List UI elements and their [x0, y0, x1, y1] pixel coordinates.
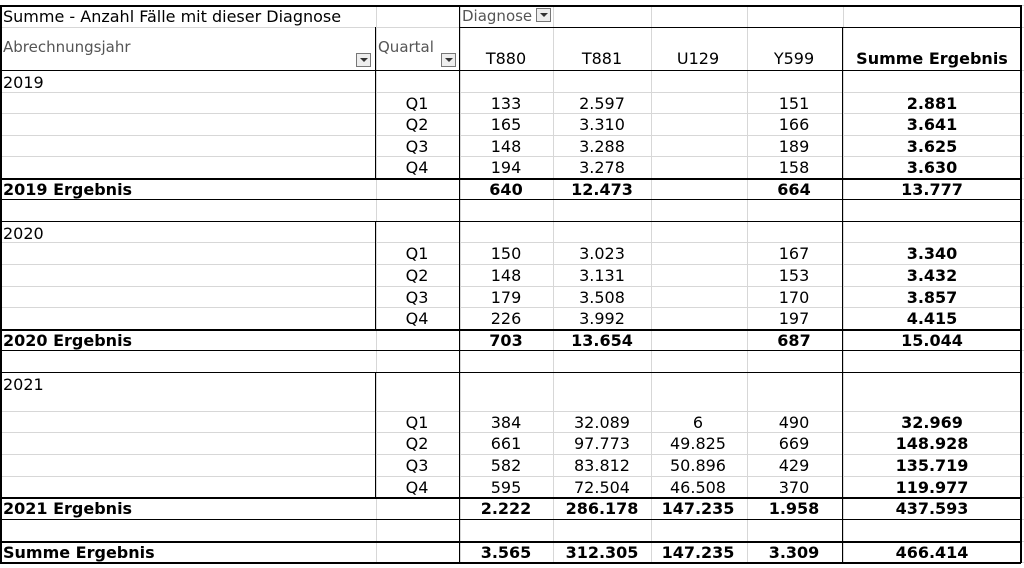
subtotal-label[interactable]: 2019 Ergebnis: [3, 180, 133, 199]
table-border: [0, 350, 1021, 351]
table-cell[interactable]: 3.288: [579, 137, 625, 156]
table-cell[interactable]: 2.597: [579, 94, 625, 113]
table-cell[interactable]: 226: [490, 309, 522, 328]
row-field-quartal[interactable]: Quartal: [378, 38, 434, 56]
quarter-label[interactable]: Q3: [405, 456, 429, 475]
table-cell[interactable]: 150: [490, 244, 522, 263]
quarter-label[interactable]: Q4: [405, 158, 429, 177]
subtotal-cell[interactable]: 687: [777, 331, 811, 350]
table-cell[interactable]: 153: [778, 266, 810, 285]
table-cell[interactable]: 3.278: [579, 158, 625, 177]
table-border: [0, 5, 1021, 7]
table-border: [375, 70, 376, 178]
table-cell[interactable]: 50.896: [670, 456, 726, 475]
table-border: [375, 27, 376, 70]
quarter-label[interactable]: Q1: [405, 94, 429, 113]
table-cell[interactable]: 384: [490, 413, 522, 432]
grid-line: [0, 286, 1024, 287]
table-border: [0, 70, 1021, 71]
table-cell[interactable]: 148: [490, 266, 522, 285]
table-border: [0, 541, 1021, 543]
subtotal-cell[interactable]: 286.178: [565, 499, 639, 518]
table-cell[interactable]: 595: [490, 478, 522, 497]
table-border: [0, 519, 1021, 520]
subtotal-label[interactable]: 2021 Ergebnis: [3, 499, 133, 518]
table-cell[interactable]: 370: [778, 478, 810, 497]
table-cell[interactable]: 3.508: [579, 288, 625, 307]
subtotal-cell[interactable]: 13.777: [901, 180, 963, 199]
subtotal-cell[interactable]: 12.473: [571, 180, 633, 199]
table-border: [0, 497, 1021, 499]
table-cell[interactable]: 2.881: [906, 94, 958, 113]
table-cell[interactable]: 148: [490, 137, 522, 156]
table-border: [375, 372, 376, 497]
table-cell[interactable]: 197: [778, 309, 810, 328]
table-cell[interactable]: 6: [692, 413, 704, 432]
subtotal-cell[interactable]: 703: [489, 331, 523, 350]
table-cell[interactable]: 46.508: [670, 478, 726, 497]
year-label[interactable]: 2021: [3, 375, 44, 394]
quarter-label[interactable]: Q3: [405, 288, 429, 307]
table-cell[interactable]: 72.504: [574, 478, 630, 497]
table-cell[interactable]: 189: [778, 137, 810, 156]
table-cell[interactable]: 83.812: [574, 456, 630, 475]
quarter-label[interactable]: Q1: [405, 244, 429, 263]
grid-line: [0, 454, 1024, 455]
table-cell[interactable]: 165: [490, 115, 522, 134]
column-header[interactable]: Y599: [773, 49, 815, 68]
grid-line: [0, 411, 1024, 412]
table-border: [0, 562, 1021, 564]
row-field-abrechnungsjahr[interactable]: Abrechnungsjahr: [3, 38, 131, 56]
table-cell[interactable]: 158: [778, 158, 810, 177]
table-cell[interactable]: 32.089: [574, 413, 630, 432]
table-cell[interactable]: 3.857: [906, 288, 958, 307]
column-header[interactable]: U129: [676, 49, 720, 68]
table-border: [459, 5, 460, 563]
grand-total-cell[interactable]: 466.414: [895, 543, 969, 562]
quarter-label[interactable]: Q2: [405, 266, 429, 285]
grand-total-cell[interactable]: 147.235: [661, 543, 735, 562]
table-cell[interactable]: 194: [490, 158, 522, 177]
table-border: [0, 372, 1021, 373]
quarter-label[interactable]: Q1: [405, 413, 429, 432]
table-cell[interactable]: 669: [778, 434, 810, 453]
table-cell[interactable]: 3.992: [579, 309, 625, 328]
year-label[interactable]: 2019: [3, 73, 44, 92]
table-border: [0, 178, 1021, 180]
quarter-label[interactable]: Q4: [405, 478, 429, 497]
table-cell[interactable]: 3.340: [906, 244, 958, 263]
column-header[interactable]: T880: [485, 49, 527, 68]
table-border: [842, 27, 843, 563]
table-border: [0, 5, 2, 563]
grand-total-cell[interactable]: 312.305: [565, 543, 639, 562]
subtotal-cell[interactable]: 640: [489, 180, 523, 199]
subtotal-label[interactable]: 2020 Ergebnis: [3, 331, 133, 350]
table-cell[interactable]: 133: [490, 94, 522, 113]
pivot-title[interactable]: Summe - Anzahl Fälle mit dieser Diagnose: [3, 7, 342, 26]
subtotal-cell[interactable]: 15.044: [901, 331, 963, 350]
table-cell[interactable]: 4.415: [906, 309, 958, 328]
grand-total-label[interactable]: Summe Ergebnis: [3, 543, 155, 562]
table-cell[interactable]: 148.928: [895, 434, 969, 453]
table-cell[interactable]: 3.641: [906, 115, 958, 134]
abrechnungsjahr-filter-dropdown[interactable]: [356, 53, 371, 67]
quarter-label[interactable]: Q3: [405, 137, 429, 156]
subtotal-cell[interactable]: 437.593: [895, 499, 969, 518]
table-cell[interactable]: 490: [778, 413, 810, 432]
quarter-label[interactable]: Q4: [405, 309, 429, 328]
subtotal-cell[interactable]: 2.222: [480, 499, 532, 518]
quarter-label[interactable]: Q2: [405, 115, 429, 134]
grid-line: [376, 5, 377, 563]
grand-total-cell[interactable]: 3.309: [768, 543, 820, 562]
grid-line: [0, 92, 1024, 93]
table-cell[interactable]: 179: [490, 288, 522, 307]
table-cell[interactable]: 429: [778, 456, 810, 475]
table-border: [0, 199, 1021, 200]
table-border: [1020, 5, 1022, 563]
table-border: [375, 221, 376, 329]
table-cell[interactable]: 582: [490, 456, 522, 475]
table-cell[interactable]: 3.310: [579, 115, 625, 134]
subtotal-cell[interactable]: 13.654: [571, 331, 633, 350]
column-header[interactable]: T881: [581, 49, 623, 68]
table-cell[interactable]: 135.719: [895, 456, 969, 475]
grand-total-cell[interactable]: 3.565: [480, 543, 532, 562]
table-cell[interactable]: 166: [778, 115, 810, 134]
table-cell[interactable]: 170: [778, 288, 810, 307]
grid-line: [0, 135, 1024, 136]
table-cell[interactable]: 3.630: [906, 158, 958, 177]
table-cell[interactable]: 3.131: [579, 266, 625, 285]
grid-line: [0, 476, 1024, 477]
table-border: [0, 329, 1021, 331]
table-border: [0, 221, 1021, 222]
table-cell[interactable]: 97.773: [574, 434, 630, 453]
diagnose-filter-dropdown[interactable]: [536, 8, 551, 22]
table-cell[interactable]: 3.625: [906, 137, 958, 156]
grid-line: [0, 264, 1024, 265]
column-header[interactable]: Summe Ergebnis: [856, 49, 1008, 68]
table-cell[interactable]: 32.969: [901, 413, 963, 432]
subtotal-cell[interactable]: 1.958: [768, 499, 820, 518]
subtotal-cell[interactable]: 147.235: [661, 499, 735, 518]
table-cell[interactable]: 3.023: [579, 244, 625, 263]
year-label[interactable]: 2020: [3, 224, 44, 243]
table-border: [459, 27, 1021, 28]
subtotal-cell[interactable]: 664: [777, 180, 811, 199]
table-cell[interactable]: 49.825: [670, 434, 726, 453]
table-cell[interactable]: 661: [490, 434, 522, 453]
table-cell[interactable]: 167: [778, 244, 810, 263]
quarter-label[interactable]: Q2: [405, 434, 429, 453]
column-field-label[interactable]: Diagnose: [462, 7, 533, 25]
table-cell[interactable]: 119.977: [895, 478, 969, 497]
table-cell[interactable]: 151: [778, 94, 810, 113]
table-cell[interactable]: 3.432: [906, 266, 958, 285]
grid-line: [0, 242, 1024, 243]
